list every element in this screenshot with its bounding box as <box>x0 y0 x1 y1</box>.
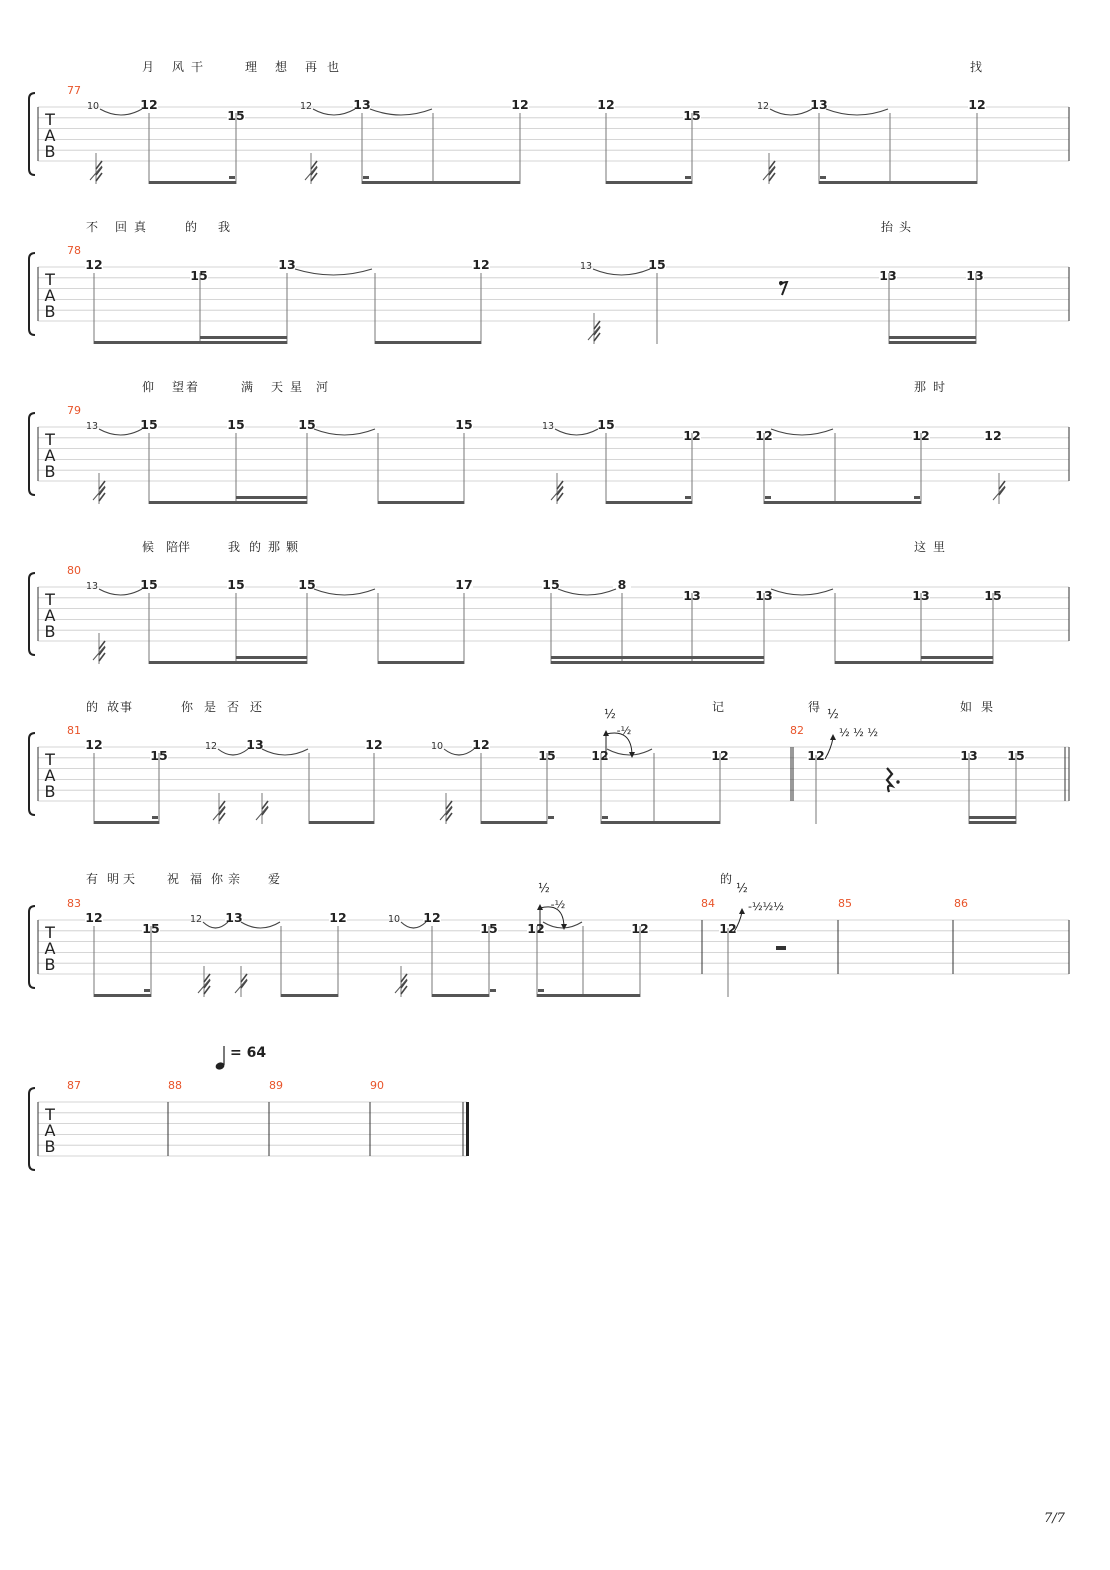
rhythm-dot <box>602 816 608 819</box>
tie-slur <box>314 429 375 435</box>
system-1 <box>29 59 1069 184</box>
beam <box>551 661 764 664</box>
fret-number: 15 <box>298 417 316 432</box>
tab-clef-t: T <box>45 430 55 449</box>
tie-slur <box>99 429 142 435</box>
bend-arrowhead <box>603 730 609 736</box>
lyric-syllable: 陪 <box>165 540 179 554</box>
beam <box>236 661 307 664</box>
release-amount-label: -½ <box>550 898 566 911</box>
page-number: 7/7 <box>1044 1511 1065 1526</box>
measure-number: 85 <box>838 897 852 910</box>
system-5 <box>29 699 1069 824</box>
lyric-syllable: 不 <box>85 220 99 234</box>
grace-note-fret: 12 <box>756 101 770 112</box>
lyric-syllable: 着 <box>185 380 199 394</box>
fret-number: 12 <box>711 747 729 763</box>
lyric-syllable: 如 <box>959 700 973 714</box>
grace-note-fret: 10 <box>387 914 401 925</box>
grace-note-fret: 13 <box>85 581 99 592</box>
tie-slur <box>218 749 248 755</box>
tab-clef-b: B <box>44 622 56 641</box>
fret-number: 12 <box>511 97 529 112</box>
bend-amount-label: ½ <box>827 707 839 721</box>
fret-number: 15 <box>140 417 158 432</box>
bend-hold-label: ½ ½ ½ <box>839 726 878 739</box>
fret-number: 13 <box>912 587 930 603</box>
beam <box>378 501 464 504</box>
fret-number: 15 <box>455 417 473 432</box>
tie-slur <box>313 109 355 115</box>
measure-number: 79 <box>67 404 81 417</box>
measure-number: 90 <box>370 1079 384 1092</box>
fret-number: 12 <box>968 97 986 112</box>
beam <box>149 181 236 184</box>
lyric-syllable: 那 <box>267 540 281 554</box>
tie-slur <box>826 109 888 115</box>
lyric-syllable: 有 <box>85 872 99 886</box>
beam <box>819 181 977 184</box>
rhythm-dot <box>765 496 771 499</box>
lyric-syllable: 干 <box>190 60 204 74</box>
beam <box>969 821 1016 824</box>
fret-number: 17 <box>455 577 473 592</box>
fret-number: 13 <box>278 257 296 272</box>
lyric-syllable: 抬 <box>880 220 894 234</box>
measure-number: 84 <box>701 897 715 910</box>
beam-secondary <box>551 656 764 659</box>
beam-secondary <box>236 496 307 499</box>
tie-slur <box>558 589 616 595</box>
fret-number: 15 <box>683 107 701 123</box>
tie-slur <box>314 589 375 595</box>
beam <box>601 821 720 824</box>
tab-clef-b: B <box>44 782 56 801</box>
grace-note-fret: 12 <box>189 914 203 925</box>
measure-number: 80 <box>67 564 81 577</box>
tab-clef-b: B <box>44 142 56 161</box>
rest-dot <box>896 780 899 783</box>
beam <box>537 994 640 997</box>
tempo-value: = 64 <box>230 1045 267 1061</box>
tab-clef-a: A <box>44 606 56 625</box>
lyric-syllable: 事 <box>119 700 133 714</box>
beam-secondary <box>969 816 1016 819</box>
fret-number: 13 <box>225 910 243 925</box>
tab-clef-t: T <box>45 1105 55 1124</box>
system-4 <box>29 539 1069 664</box>
fret-number: 15 <box>190 267 208 283</box>
rhythm-dot <box>152 816 158 819</box>
lyric-syllable: 头 <box>898 220 912 234</box>
grace-note-fret: 13 <box>541 421 555 432</box>
fret-number: 12 <box>719 920 737 936</box>
tab-clef-a: A <box>44 446 56 465</box>
system-6 <box>29 871 1069 997</box>
lyric-syllable: 颗 <box>285 540 299 554</box>
measure-number: 77 <box>67 84 81 97</box>
bend-amount-label: ½ <box>604 707 616 721</box>
lyric-syllable: 月 <box>141 60 155 74</box>
lyric-syllable: 明 <box>106 872 120 886</box>
system-bracket <box>29 413 35 495</box>
measure-number: 82 <box>790 724 804 737</box>
tempo-marking <box>215 1045 267 1071</box>
rhythm-dot <box>363 176 369 179</box>
beam-secondary <box>889 336 976 339</box>
tab-clef-t: T <box>45 750 55 769</box>
tie-slur <box>241 922 280 928</box>
fret-number: 12 <box>472 257 490 272</box>
fret-number: 15 <box>227 417 245 432</box>
lyric-syllable: 天 <box>270 380 284 394</box>
lyric-syllable: 真 <box>133 220 147 234</box>
grace-note-fret: 13 <box>579 261 593 272</box>
grace-note-fret: 13 <box>85 421 99 432</box>
rhythm-dot <box>685 176 691 179</box>
beam <box>432 994 489 997</box>
tie-slur <box>593 269 650 275</box>
beam <box>764 501 921 504</box>
system-bracket <box>29 906 35 988</box>
system-bracket <box>29 253 35 335</box>
lyric-syllable: 也 <box>326 60 340 74</box>
rhythm-dot <box>914 496 920 499</box>
system-bracket <box>29 93 35 175</box>
rhythm-dot <box>229 176 235 179</box>
lyric-syllable: 你 <box>210 872 224 886</box>
lyric-syllable: 回 <box>114 220 128 234</box>
grace-note-fret: 12 <box>299 101 313 112</box>
rhythm-dot <box>685 496 691 499</box>
fret-number: 13 <box>755 587 773 603</box>
fret-number: 15 <box>597 417 615 432</box>
fret-number: 15 <box>538 747 556 763</box>
final-barline-thick <box>466 1102 469 1156</box>
system-bracket <box>29 573 35 655</box>
rhythm-dot <box>820 176 826 179</box>
lyric-syllable: 那 <box>913 380 927 394</box>
beam <box>309 821 374 824</box>
grace-note-fret: 12 <box>204 741 218 752</box>
beam <box>362 181 520 184</box>
lyric-syllable: 仰 <box>141 380 155 394</box>
fret-number: 15 <box>227 577 245 592</box>
beam <box>481 821 547 824</box>
tie-slur <box>771 429 833 435</box>
fret-number: 12 <box>472 737 490 752</box>
beam <box>375 341 481 344</box>
bend-arrowhead <box>537 904 543 910</box>
beam <box>606 501 692 504</box>
fret-number: 12 <box>631 920 649 936</box>
rhythm-dot <box>490 989 496 992</box>
grace-note-fret: 10 <box>86 101 100 112</box>
lyric-syllable: 候 <box>141 540 155 554</box>
lyric-syllable: 的 <box>248 540 262 554</box>
measure-number: 83 <box>67 897 81 910</box>
lyric-syllable: 风 <box>171 60 185 74</box>
bend-arrow <box>825 738 833 759</box>
beam-secondary <box>200 336 287 339</box>
fret-number: 12 <box>329 910 347 925</box>
release-amount-label: -½ <box>616 724 632 737</box>
lyric-syllable: 再 <box>304 60 318 74</box>
measure-number: 86 <box>954 897 968 910</box>
bend-arrowhead <box>739 908 745 914</box>
fret-number: 15 <box>984 587 1002 603</box>
tie-slur <box>262 749 308 755</box>
tab-clef-t: T <box>45 110 55 129</box>
tie-slur <box>770 109 812 115</box>
fret-number: 12 <box>597 97 615 112</box>
beam <box>94 821 159 824</box>
system-7 <box>29 1079 469 1170</box>
lyric-syllable: 记 <box>711 700 725 714</box>
beam <box>236 501 307 504</box>
fret-number: 15 <box>542 577 560 592</box>
lyric-syllable: 我 <box>227 540 241 554</box>
system-bracket <box>29 1088 35 1170</box>
tab-clef-b: B <box>44 955 56 974</box>
system-bracket <box>29 733 35 815</box>
lyric-syllable: 祝 <box>166 872 180 886</box>
fret-number: 13 <box>810 97 828 112</box>
lyric-syllable: 伴 <box>177 540 191 554</box>
lyric-syllable: 福 <box>189 872 203 886</box>
fret-number: 13 <box>960 747 978 763</box>
fret-number: 12 <box>591 747 609 763</box>
system-2 <box>29 219 1069 344</box>
lyric-syllable: 是 <box>203 700 217 714</box>
tie-slur <box>100 109 142 115</box>
lyric-syllable: 理 <box>244 60 258 74</box>
fret-number: 12 <box>527 920 545 936</box>
lyric-syllable: 找 <box>969 60 983 74</box>
lyric-syllable: 否 <box>226 700 240 714</box>
measure-number: 78 <box>67 244 81 257</box>
measure-number: 87 <box>67 1079 81 1092</box>
lyric-syllable: 天 <box>122 872 136 886</box>
tab-clef-t: T <box>45 590 55 609</box>
system-3 <box>29 379 1069 504</box>
fret-number: 12 <box>423 910 441 925</box>
tab-clef-b: B <box>44 1137 56 1156</box>
beam-secondary <box>921 656 993 659</box>
fret-number: 12 <box>755 427 773 443</box>
fret-number: 15 <box>298 577 316 592</box>
lyric-syllable: 满 <box>240 380 254 394</box>
lyric-syllable: 的 <box>85 700 99 714</box>
measure-number: 89 <box>269 1079 283 1092</box>
quarter-rest <box>887 768 892 792</box>
beam <box>378 661 464 664</box>
rhythm-dot <box>144 989 150 992</box>
lyric-syllable: 这 <box>913 540 927 554</box>
tie-slur <box>203 922 228 928</box>
lyric-syllable: 故 <box>106 700 120 714</box>
tab-clef-t: T <box>45 923 55 942</box>
lyric-syllable: 里 <box>932 540 946 554</box>
fret-number: 12 <box>85 910 103 925</box>
beam <box>200 341 287 344</box>
tab-clef-a: A <box>44 766 56 785</box>
fret-number: 13 <box>683 587 701 603</box>
lyric-syllable: 的 <box>184 220 198 234</box>
fret-number: 15 <box>1007 747 1025 763</box>
tab-clef-a: A <box>44 939 56 958</box>
beam <box>889 341 976 344</box>
fret-number: 15 <box>142 920 160 936</box>
bend-arrowhead <box>830 734 836 740</box>
fret-number: 15 <box>140 577 158 592</box>
fret-number: 13 <box>879 267 897 283</box>
fret-number: 8 <box>617 577 627 592</box>
lyric-syllable: 爱 <box>267 872 281 886</box>
lyric-syllable: 时 <box>932 380 946 394</box>
tie-slur <box>771 589 833 595</box>
beam <box>606 181 692 184</box>
fret-number: 12 <box>85 257 103 272</box>
lyric-syllable: 河 <box>315 380 329 394</box>
fret-number: 12 <box>365 737 383 752</box>
fret-number: 12 <box>984 427 1002 443</box>
lyric-syllable: 亲 <box>227 872 241 886</box>
tie-slur <box>401 922 426 928</box>
tie-slur <box>370 109 432 115</box>
measure-number: 81 <box>67 724 81 737</box>
tab-clef-a: A <box>44 286 56 305</box>
beam-secondary <box>236 656 307 659</box>
fret-number: 15 <box>648 257 666 272</box>
beam <box>921 661 993 664</box>
rhythm-dot <box>548 816 554 819</box>
fret-number: 13 <box>246 737 264 752</box>
tab-clef-b: B <box>44 462 56 481</box>
fret-number: 12 <box>85 737 103 752</box>
lyric-syllable: 星 <box>289 380 303 394</box>
fret-number: 15 <box>480 920 498 936</box>
tie-slur <box>99 589 142 595</box>
tie-slur <box>555 429 598 435</box>
release-arrowhead <box>561 924 567 930</box>
measure-number: 88 <box>168 1079 182 1092</box>
fret-number: 15 <box>150 747 168 763</box>
tab-clef-t: T <box>45 270 55 289</box>
lyric-syllable: 望 <box>171 380 185 394</box>
lyric-syllable: 果 <box>980 700 994 714</box>
tab-clef-a: A <box>44 126 56 145</box>
rhythm-dot <box>538 989 544 992</box>
fret-number: 15 <box>227 107 245 123</box>
tie-slur <box>444 749 474 755</box>
half-rest <box>776 946 786 950</box>
beam <box>281 994 338 997</box>
lyric-syllable: 还 <box>249 700 263 714</box>
tie-slur <box>295 269 372 275</box>
bend-amount-label: ½ <box>736 881 748 895</box>
eighth-rest-dot <box>779 281 783 285</box>
lyric-syllable: 我 <box>217 220 231 234</box>
grace-note-fret: 10 <box>430 741 444 752</box>
fret-number: 12 <box>140 97 158 112</box>
lyric-syllable: 的 <box>719 872 733 886</box>
tab-clef-b: B <box>44 302 56 321</box>
bend-amount-label: ½ <box>538 881 550 895</box>
fret-number: 12 <box>683 427 701 443</box>
beam <box>94 994 151 997</box>
fret-number: 13 <box>966 267 984 283</box>
tab-clef-a: A <box>44 1121 56 1140</box>
lyric-syllable: 想 <box>274 60 288 74</box>
bend-hold-label: -½½½ <box>748 900 784 913</box>
fret-number: 12 <box>912 427 930 443</box>
lyric-syllable: 你 <box>180 700 194 714</box>
fret-number: 13 <box>353 97 371 112</box>
lyric-syllable: 得 <box>807 700 821 714</box>
fret-number: 12 <box>807 747 825 763</box>
